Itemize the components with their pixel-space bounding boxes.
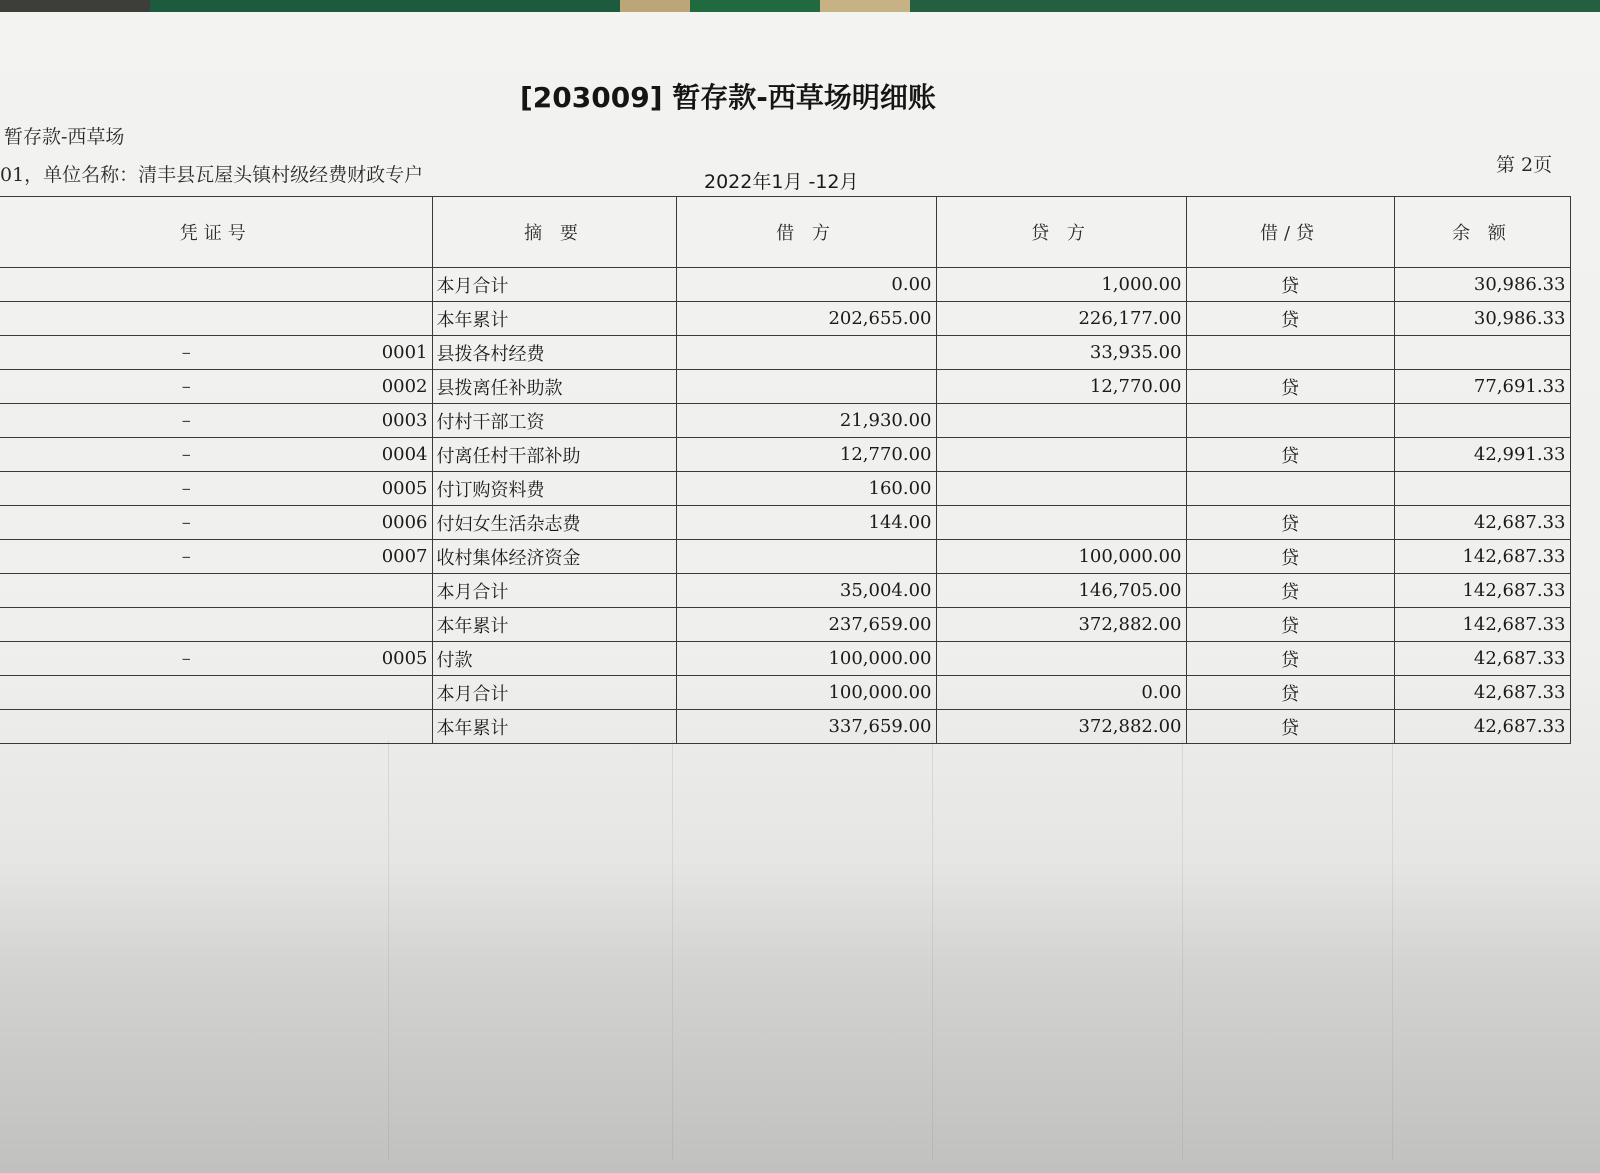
debit-cell	[676, 540, 936, 574]
debit-cell: 144.00	[676, 506, 936, 540]
voucher-dash: –	[181, 376, 191, 397]
summary-cell: 付村干部工资	[432, 404, 676, 438]
balance-cell	[1394, 404, 1570, 438]
direction-cell: 贷	[1186, 302, 1394, 336]
debit-cell: 237,659.00	[676, 608, 936, 642]
direction-cell: 贷	[1186, 608, 1394, 642]
direction-cell: 贷	[1186, 676, 1394, 710]
table-row	[0, 336, 1570, 370]
balance-cell: 30,986.33	[1394, 302, 1570, 336]
voucher-number: 0005	[381, 648, 428, 669]
table-row	[0, 642, 1570, 676]
balance-cell: 42,687.33	[1394, 642, 1570, 676]
voucher-dash: –	[181, 546, 191, 567]
summary-cell: 本月合计	[432, 574, 676, 608]
balance-cell: 142,687.33	[1394, 608, 1570, 642]
voucher-cell	[0, 540, 432, 574]
direction-cell: 贷	[1186, 642, 1394, 676]
summary-cell: 本年累计	[432, 608, 676, 642]
header-credit: 贷 方	[936, 197, 1186, 268]
voucher-cell	[0, 642, 432, 676]
header-debit: 借 方	[676, 197, 936, 268]
balance-cell: 77,691.33	[1394, 370, 1570, 404]
summary-cell: 付离任村干部补助	[432, 438, 676, 472]
balance-cell: 30,986.33	[1394, 268, 1570, 302]
voucher-cell	[0, 472, 432, 506]
credit-cell: 372,882.00	[936, 608, 1186, 642]
voucher-number: 0003	[381, 410, 428, 431]
direction-cell: 贷	[1186, 438, 1394, 472]
direction-cell	[1186, 404, 1394, 438]
voucher-cell	[0, 506, 432, 540]
credit-cell: 0.00	[936, 676, 1186, 710]
header-direction: 借/贷	[1186, 197, 1394, 268]
summary-cell: 本年累计	[432, 302, 676, 336]
credit-cell: 100,000.00	[936, 540, 1186, 574]
unit-name: 01，单位名称：清丰县瓦屋头镇村级经费财政专户	[0, 164, 424, 186]
direction-cell: 贷	[1186, 710, 1394, 744]
period-label: 2022年1月 -12月	[704, 171, 859, 193]
voucher-number: 0005	[381, 478, 428, 499]
direction-cell: 贷	[1186, 574, 1394, 608]
ledger-body	[0, 268, 1570, 744]
voucher-number: 0002	[381, 376, 428, 397]
balance-cell: 42,687.33	[1394, 710, 1570, 744]
credit-cell	[936, 404, 1186, 438]
table-header-row	[0, 197, 1570, 268]
summary-cell: 县拨离任补助款	[432, 370, 676, 404]
debit-cell	[676, 370, 936, 404]
voucher-cell	[0, 710, 432, 744]
credit-cell	[936, 472, 1186, 506]
debit-cell: 12,770.00	[676, 438, 936, 472]
debit-cell: 35,004.00	[676, 574, 936, 608]
voucher-cell	[0, 438, 432, 472]
balance-cell	[1394, 336, 1570, 370]
voucher-cell	[0, 302, 432, 336]
voucher-number: 0004	[381, 444, 428, 465]
summary-cell: 收村集体经济资金	[432, 540, 676, 574]
summary-cell: 本月合计	[432, 676, 676, 710]
voucher-number: 0006	[381, 512, 428, 533]
voucher-cell	[0, 676, 432, 710]
direction-cell: 贷	[1186, 268, 1394, 302]
voucher-dash: –	[181, 444, 191, 465]
table-row	[0, 404, 1570, 438]
direction-cell: 贷	[1186, 370, 1394, 404]
debit-cell: 202,655.00	[676, 302, 936, 336]
voucher-dash: –	[181, 342, 191, 363]
account-name: 暂存款-西草场	[4, 126, 125, 148]
voucher-dash: –	[181, 478, 191, 499]
balance-cell: 142,687.33	[1394, 540, 1570, 574]
credit-cell	[936, 506, 1186, 540]
ledger-table	[0, 196, 1571, 744]
summary-cell: 本月合计	[432, 268, 676, 302]
voucher-cell	[0, 268, 432, 302]
direction-cell	[1186, 472, 1394, 506]
balance-cell: 42,687.33	[1394, 676, 1570, 710]
table-row	[0, 540, 1570, 574]
voucher-cell	[0, 370, 432, 404]
balance-cell: 42,687.33	[1394, 506, 1570, 540]
voucher-dash: –	[181, 410, 191, 431]
voucher-number: 0001	[381, 342, 428, 363]
header-balance: 余 额	[1394, 197, 1570, 268]
table-row	[0, 370, 1570, 404]
balance-cell: 42,991.33	[1394, 438, 1570, 472]
credit-cell	[936, 642, 1186, 676]
voucher-cell	[0, 574, 432, 608]
debit-cell: 21,930.00	[676, 404, 936, 438]
summary-cell: 付妇女生活杂志费	[432, 506, 676, 540]
voucher-cell	[0, 336, 432, 370]
credit-cell: 372,882.00	[936, 710, 1186, 744]
voucher-dash: –	[181, 648, 191, 669]
debit-cell	[676, 336, 936, 370]
summary-cell: 本年累计	[432, 710, 676, 744]
credit-cell: 1,000.00	[936, 268, 1186, 302]
voucher-dash: –	[181, 512, 191, 533]
voucher-cell	[0, 608, 432, 642]
header-voucher: 凭证号	[0, 197, 432, 268]
debit-cell: 337,659.00	[676, 710, 936, 744]
summary-cell: 付订购资料费	[432, 472, 676, 506]
table-row	[0, 710, 1570, 744]
header-summary: 摘 要	[432, 197, 676, 268]
debit-cell: 100,000.00	[676, 642, 936, 676]
debit-cell: 160.00	[676, 472, 936, 506]
credit-cell	[936, 438, 1186, 472]
debit-cell: 0.00	[676, 268, 936, 302]
table-row	[0, 438, 1570, 472]
direction-cell: 贷	[1186, 540, 1394, 574]
debit-cell: 100,000.00	[676, 676, 936, 710]
table-row	[0, 302, 1570, 336]
direction-cell: 贷	[1186, 506, 1394, 540]
balance-cell	[1394, 472, 1570, 506]
credit-cell: 226,177.00	[936, 302, 1186, 336]
table-row	[0, 506, 1570, 540]
credit-cell: 146,705.00	[936, 574, 1186, 608]
table-row	[0, 608, 1570, 642]
table-row	[0, 472, 1570, 506]
summary-cell: 县拨各村经费	[432, 336, 676, 370]
direction-cell	[1186, 336, 1394, 370]
table-row	[0, 574, 1570, 608]
voucher-number: 0007	[381, 546, 428, 567]
page-number: 第 2页	[1496, 154, 1553, 176]
summary-cell: 付款	[432, 642, 676, 676]
table-row	[0, 676, 1570, 710]
voucher-cell	[0, 404, 432, 438]
balance-cell: 142,687.33	[1394, 574, 1570, 608]
page-title: [203009] 暂存款-西草场明细账	[520, 81, 936, 114]
table-row	[0, 268, 1570, 302]
credit-cell: 33,935.00	[936, 336, 1186, 370]
credit-cell: 12,770.00	[936, 370, 1186, 404]
